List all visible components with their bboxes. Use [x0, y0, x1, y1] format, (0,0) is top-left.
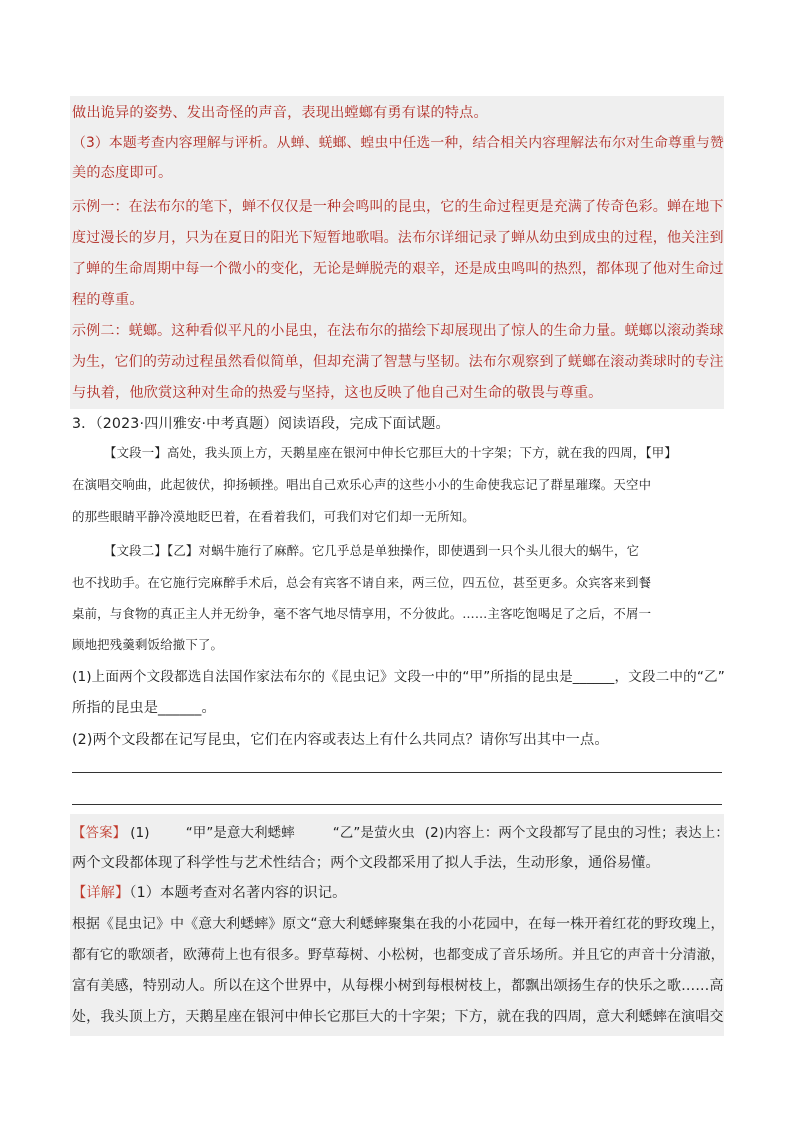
- sub-question-2: (2)两个文段都在记写昆虫，它们在内容或表达上有什么共同点？请你写出其中一点。: [72, 732, 609, 748]
- answer-label: 【答案】: [72, 826, 127, 841]
- passage-two-line: 【文段二】【乙】对蜗牛施行了麻醉。它几乎总是单独操作，即使遇到一只个头儿很大的蜗牛，它: [104, 543, 640, 558]
- answer-row: [72, 824, 729, 844]
- detail-line: 根据《昆虫记》中《意大利蟋蟀》原文“意大利蟋蟀聚集在我的小花园中，在每一株开着红花的野玫瑰上，: [72, 916, 725, 932]
- answer-yi: “乙”是萤火虫: [332, 826, 415, 841]
- example-two-line: 示例二：蜣螂。这种看似平凡的小昆虫，在法布尔的描绘下却展现出了惊人的生命力量。蜣螂以滚动粪球: [72, 323, 724, 339]
- detail-label: 【详解】: [72, 885, 130, 901]
- sub-question-1: (1)上面两个文段都选自法国作家法布尔的《昆虫记》文段一中的“甲”所指的昆虫是______，文段二中的“乙”: [72, 669, 725, 685]
- answer-part2: (2)内容上：两个文段都写了昆虫的习性；表达上：: [424, 826, 729, 841]
- sub-question-1-cont: 所指的昆虫是______。: [72, 700, 216, 716]
- explanation-line: 美的态度即可。: [72, 165, 173, 181]
- answer-line: [72, 772, 722, 773]
- example-one-line: 了蝉的生命周期中每一个微小的变化，无论是蝉脱壳的艰辛，还是成虫鸣叫的热烈，都体现了他对生命过: [72, 261, 724, 277]
- detail-line: 处，我头顶上方，天鹅星座在银河中伸长它那巨大的十字架；下方，就在我的四周，意大利蟋蟀在演唱交: [72, 1009, 724, 1025]
- passage-one-line: 【文段一】高处，我头顶上方，天鹅星座在银河中伸长它那巨大的十字架；下方，就在我的四周，【甲】: [104, 445, 677, 460]
- detail-row: [72, 883, 347, 903]
- answer-jia: “甲”是意大利蟋蟀: [185, 826, 295, 841]
- detail-line: 都有它的歌颂者，欧薄荷上也有很多。野草莓树、小松树，也都变成了音乐场所。并且它的声音十分清澈，: [72, 947, 725, 963]
- example-two-line: 为生，它们的劳动过程虽然看似简单，但却充满了智慧与坚韧。法布尔观察到了蜣螂在滚动粪球时的专注: [72, 354, 724, 370]
- question-heading: 3．（2023·四川雅安·中考真题）阅读语段，完成下面试题。: [72, 416, 450, 432]
- example-one-line: 度过漫长的岁月，只为在夏日的阳光下短暂地歌唱。法布尔详细记录了蝉从幼虫到成虫的过程，他关注到: [72, 230, 724, 246]
- explanation-line: （3）本题考查内容理解与评析。从蝉、蜣螂、蝗虫中任选一种，结合相关内容理解法布尔对生命尊重与赞: [72, 135, 724, 151]
- passage-two-line: 桌前，与食物的真正主人并无纷争，毫不客气地尽情享用，不分彼此。……主客吃饱喝足了之后，不屑一: [72, 606, 652, 621]
- example-one-line: 示例一：在法布尔的笔下，蝉不仅仅是一种会鸣叫的昆虫，它的生命过程更是充满了传奇色彩。蝉在地下: [72, 199, 724, 215]
- answer-line: [72, 804, 722, 805]
- detail-line: 富有美感，特别动人。所以在这个世界中，从每棵小树到每根树枝上，都飘出颂扬生存的快乐之歌……高: [72, 978, 724, 994]
- explanation-line: 做出诡异的姿势、发出奇怪的声音，表现出螳螂有勇有谋的特点。: [72, 105, 488, 121]
- answer-part1: (1): [130, 826, 150, 841]
- detail-text: （1）本题考查对名著内容的识记。: [129, 885, 347, 901]
- passage-one-line: 的那些眼睛平静冷漠地眨巴着，在看着我们，可我们对它们却一无所知。: [72, 509, 475, 524]
- answer-part2-cont: 两个文段都体现了科学性与艺术性结合；两个文段都采用了拟人手法，生动形象，通俗易懂。: [72, 855, 660, 871]
- passage-two-line: 顾地把残羹剩饭给撤下了。: [72, 637, 224, 652]
- example-two-line: 与执着，他欣赏这种对生命的热爱与坚持，这也反映了他自己对生命的敬畏与尊重。: [72, 385, 603, 401]
- passage-two-line: 也不找助手。在它施行完麻醉手术后，总会有宾客不请自来，两三位，四五位，甚至更多。众宾客来到餐: [72, 575, 652, 590]
- example-one-line: 程的尊重。: [72, 292, 144, 308]
- passage-one-line: 在演唱交响曲，此起彼伏，抑扬顿挫。唱出自己欢乐心声的这些小小的生命使我忘记了群星璀璨。天空中: [72, 477, 652, 492]
